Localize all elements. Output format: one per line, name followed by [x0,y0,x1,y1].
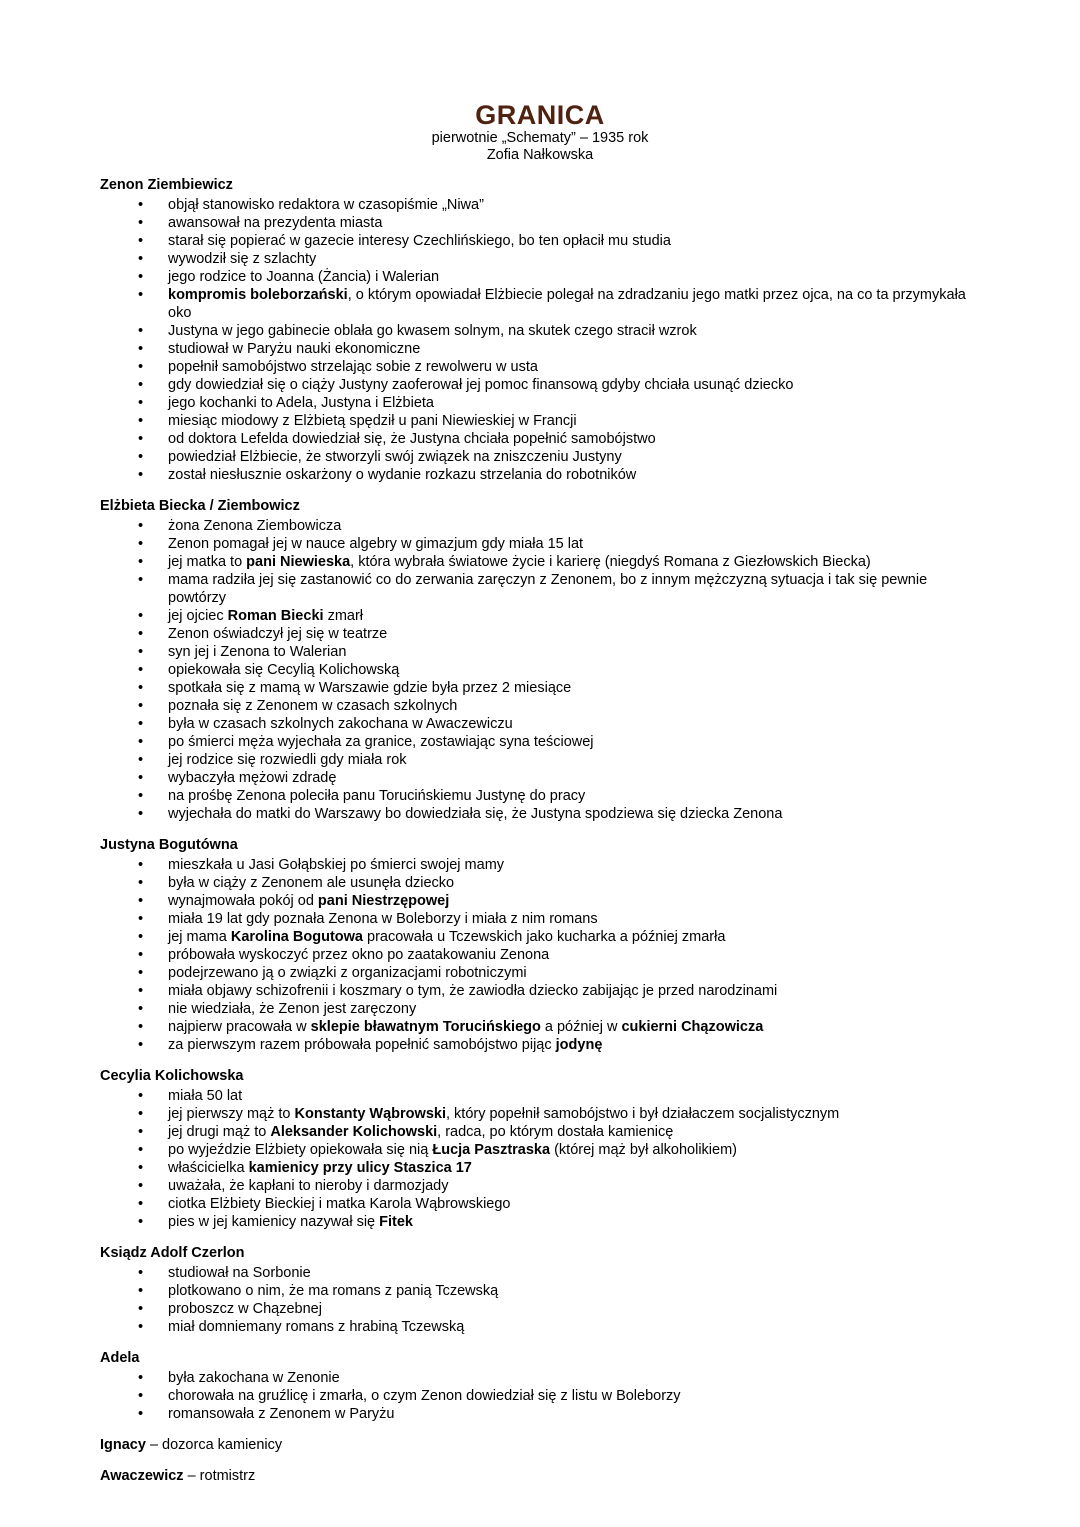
bullet-item [100,376,980,394]
bullet-item [100,1036,980,1054]
bullet-item [100,553,980,571]
text-run: studiował na Sorbonie [168,1265,311,1281]
bold-term: kamienicy przy ulicy Staszica 17 [248,1160,472,1176]
bullet-item [100,643,980,661]
bullet-item [100,466,980,484]
bullet-item [100,805,980,823]
section-cecylia-kolichowska [100,1067,980,1231]
bullet-item [100,1000,980,1018]
section-heading: Zenon Ziembiewicz [100,177,233,193]
section-adela [100,1349,980,1423]
text-run: miał domniemany romans z hrabiną Tczewską [168,1319,465,1335]
bullet-item [100,661,980,679]
bullet-item [100,1141,980,1159]
text-run: miała 19 lat gdy poznała Zenona w Boleborzy i miała z nim romans [168,911,598,927]
text-run: mieszkała u Jasi Gołąbskiej po śmierci swojej mamy [168,857,505,873]
bold-term: Konstanty Wąbrowski [294,1106,446,1122]
text-run: , o którym opowiadał Elżbiecie polegał na zdradzaniu jego matki przez ojca, na co ta przymykała oko [168,287,966,321]
text-run: po wyjeździe Elżbiety opiekowała się nią [168,1142,433,1158]
bullet-item [100,697,980,715]
bullet-item [100,1177,980,1195]
section-heading: Elżbieta Biecka / Ziembowicz [100,498,300,514]
bullet-item [100,1405,980,1423]
text-run: wybaczyła mężowi zdradę [168,770,337,786]
text-run: jej rodzice się rozwiedli gdy miała rok [168,752,407,768]
bullet-item [100,1318,980,1336]
text-run: powiedział Elżbiecie, że stworzyli swój związek na zniszczeniu Justyny [168,449,622,465]
bullet-item [100,535,980,553]
bullet-item [100,787,980,805]
section-heading: Cecylia Kolichowska [100,1068,244,1084]
bullet-item [100,625,980,643]
bullet-item [100,214,980,232]
text-run: objął stanowisko redaktora w czasopiśmie „Niwa” [168,197,484,213]
text-run: wynajmowała pokój od [168,893,318,909]
bullet-item [100,910,980,928]
bold-term: Awaczewicz [100,1468,184,1484]
bullet-item [100,394,980,412]
text-run: – dozorca kamienicy [145,1437,283,1453]
section-heading: Justyna Bogutówna [100,837,238,853]
text-run: ciotka Elżbiety Bieckiej i matka Karola Wąbrowskiego [168,1196,511,1212]
text-run: była zakochana w Zenonie [168,1370,340,1386]
paragraphs-container [100,1436,980,1485]
bullet-list [100,1264,980,1336]
text-run: został niesłusznie oskarżony o wydanie rozkazu strzelania do robotników [168,467,637,483]
bullet-item [100,268,980,286]
text-run: popełnił samobójstwo strzelając sobie z rewolweru w usta [168,359,538,375]
text-run: miesiąc miodowy z Elżbietą spędził u pani Niewieskiej w Francji [168,413,577,429]
bullet-item [100,1105,980,1123]
bullet-item [100,250,980,268]
bold-term: pani Niestrzępowej [317,893,450,909]
text-run: (której mąż był alkoholikiem) [550,1142,738,1158]
paragraph-line [100,1436,980,1454]
text-run: właścicielka [168,1160,249,1176]
text-run: podejrzewano ją o związki z organizacjami robotniczymi [168,965,527,981]
bullet-item [100,1123,980,1141]
section-el-bieta-biecka-ziembowicz [100,497,980,823]
bullet-item [100,1369,980,1387]
bullet-item [100,286,980,322]
bullet-item [100,322,980,340]
text-run: opiekowała się Cecylią Kolichowską [168,662,400,678]
bold-term: pani Niewieska [246,554,351,570]
bullet-item [100,946,980,964]
bullet-item [100,874,980,892]
bullet-item [100,964,980,982]
bullet-item [100,679,980,697]
section-ksi-dz-adolf-czerlon [100,1244,980,1336]
text-run: plotkowano o nim, że ma romans z panią Tczewską [168,1283,499,1299]
text-run: najpierw pracowała w [168,1019,311,1035]
bullet-item [100,571,980,607]
text-run: Zenon oświadczył jej się w teatrze [168,626,388,642]
bullet-item [100,1018,980,1036]
bold-term: Fitek [379,1214,413,1230]
section-zenon-ziembiewicz [100,176,980,484]
bullet-list [100,517,980,823]
text-run: miała 50 lat [168,1088,243,1104]
bullet-item [100,1159,980,1177]
bullet-item [100,892,980,910]
sections-container [100,176,980,1423]
text-run: Justyna w jego gabinecie oblała go kwasem solnym, na skutek czego stracił wzrok [168,323,697,339]
bullet-item [100,607,980,625]
bullet-item [100,1213,980,1231]
bullet-item [100,769,980,787]
text-run: gdy dowiedział się o ciąży Justyny zaoferował jej pomoc finansową gdyby chciała usunąć dziecko [168,377,794,393]
bullet-item [100,358,980,376]
bullet-item [100,1387,980,1405]
bold-term: cukierni Chązowicza [621,1019,764,1035]
bullet-list [100,856,980,1054]
text-run: , który popełnił samobójstwo i był działaczem socjalistycznym [445,1106,840,1122]
text-run: od doktora Lefelda dowiedział się, że Justyna chciała popełnić samobójstwo [168,431,656,447]
bold-term: Karolina Bogutowa [230,929,363,945]
text-run: syn jej i Zenona to Walerian [168,644,347,660]
bold-term: Roman Biecki [227,608,324,624]
bullet-item [100,982,980,1000]
document-title: GRANICA [475,100,605,130]
bullet-item [100,340,980,358]
text-run: jego rodzice to Joanna (Żancia) i Walerian [168,269,440,285]
text-run: chorowała na gruźlicę i zmarła, o czym Zenon dowiedział się z listu w Boleborzy [168,1388,681,1404]
bullet-item [100,856,980,874]
bullet-item [100,733,980,751]
section-justyna-bogut-wna [100,836,980,1054]
bullet-list [100,196,980,484]
bullet-item [100,1087,980,1105]
text-run: jej ojciec [168,608,228,624]
bullet-list [100,1369,980,1423]
bullet-item [100,430,980,448]
bold-term: kompromis boleborzański [168,287,348,303]
text-run: żona Zenona Ziembowicza [168,518,342,534]
text-run: zmarł [323,608,364,624]
section-heading: Ksiądz Adolf Czerlon [100,1245,245,1261]
text-run: proboszcz w Chązebnej [168,1301,322,1317]
text-run: wywodził się z szlachty [168,251,317,267]
bullet-item [100,1282,980,1300]
text-run: , która wybrała światowe życie i karierę (niegdyś Romana z Giezłowskich Biecka) [350,554,871,570]
bullet-item [100,928,980,946]
paragraph-line [100,1467,980,1485]
text-run: za pierwszym razem próbowała popełnić samobójstwo pijąc [168,1037,556,1053]
bold-term: jodynę [555,1037,603,1053]
text-run: była w ciąży z Zenonem ale usunęła dziecko [168,875,455,891]
text-run: wyjechała do matki do Warszawy bo dowiedziała się, że Justyna spodziewa się dziecka Zenona [168,806,783,822]
bullet-list [100,1087,980,1231]
text-run: jej mama [168,929,231,945]
text-run: jej matka to [168,554,247,570]
subtitle-original-title: pierwotnie „Schematy” – 1935 rok [431,130,649,146]
section-heading: Adela [100,1350,140,1366]
text-run: pracowała u Tczewskich jako kucharka a później zmarła [362,929,726,945]
text-run: jej drugi mąż to [168,1124,271,1140]
text-run: a później w [540,1019,622,1035]
text-run: starał się popierać w gazecie interesy Czechlińskiego, bo ten opłacił mu studia [168,233,671,249]
text-run: studiował w Paryżu nauki ekonomiczne [168,341,421,357]
bullet-item [100,517,980,535]
text-run: miała objawy schizofrenii i koszmary o tym, że zawiodła dziecko zabijając je przed narodzinami [168,983,778,999]
text-run: nie wiedziała, że Zenon jest zaręczony [168,1001,417,1017]
bold-term: Aleksander Kolichowski [270,1124,438,1140]
text-run: jej pierwszy mąż to [168,1106,295,1122]
bullet-item [100,715,980,733]
bullet-item [100,448,980,466]
bullet-item [100,751,980,769]
text-run: próbowała wyskoczyć przez okno po zaatakowaniu Zenona [168,947,550,963]
text-run: uważała, że kapłani to nieroby i darmozjady [168,1178,449,1194]
bullet-item [100,412,980,430]
text-run: Zenon pomagał jej w nauce algebry w gimazjum gdy miała 15 lat [168,536,584,552]
text-run: mama radziła jej się zastanowić co do zerwania zaręczyn z Zenonem, bo z innym mężczyzną sytuacja i tak się pewnie powtórzy [168,572,928,606]
bullet-item [100,1264,980,1282]
bullet-item [100,196,980,214]
bold-term: Ignacy [100,1437,146,1453]
text-run: pies w jej kamienicy nazywał się [168,1214,380,1230]
text-run: po śmierci męża wyjechała za granice, zostawiając syna teściowej [168,734,594,750]
subtitle-author: Zofia Nałkowska [486,146,594,163]
text-run: na prośbę Zenona poleciła panu Torucińskiemu Justynę do pracy [168,788,586,804]
bullet-item [100,232,980,250]
text-run: spotkała się z mamą w Warszawie gdzie była przez 2 miesiące [168,680,572,696]
bullet-item [100,1300,980,1318]
text-run: jego kochanki to Adela, Justyna i Elżbieta [168,395,434,411]
text-run: była w czasach szkolnych zakochana w Awaczewiczu [168,716,513,732]
bullet-item [100,1195,980,1213]
text-run: poznała się z Zenonem w czasach szkolnych [168,698,458,714]
text-run: – rotmistrz [183,1468,256,1484]
text-run: romansowała z Zenonem w Paryżu [168,1406,395,1422]
text-run: awansował na prezydenta miasta [168,215,383,231]
bold-term: sklepie bławatnym Torucińskiego [310,1019,541,1035]
text-run: , radca, po którym dostała kamienicę [437,1124,674,1140]
bold-term: Łucja Pasztraska [432,1142,551,1158]
